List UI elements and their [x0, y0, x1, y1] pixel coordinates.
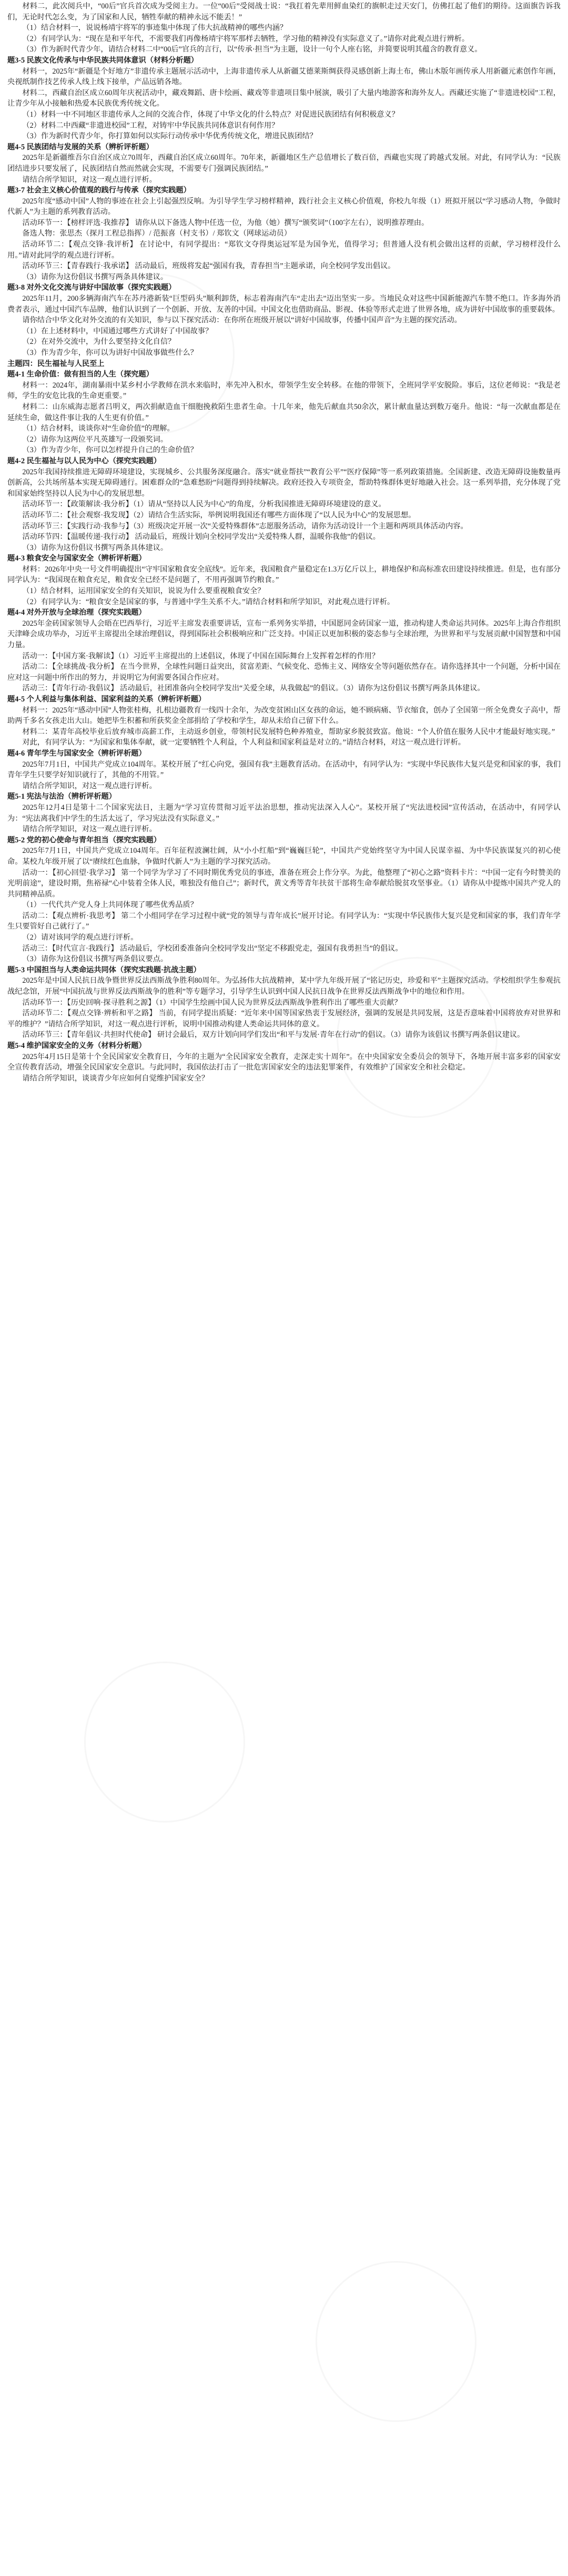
- paragraph: 2025年是新疆维吾尔自治区成立70周年，西藏自治区成立60周年。70年来，新疆地区生产总值增长了数百倍，西藏也实现了跨越式发展。对此，有同学认为：“民族团结进步只要发展了，民族团结自然而然就会实现，不需要专门强调民族团结。”: [7, 154, 561, 173]
- paragraph: 活动环节二：【观点交锋·辨析和平之路】 当前，有同学提出质疑：“近年来中国等国家热衷于发展经济，强调的发展是共同发展，这是否意味着中国将放弃对世界和平的维护？”请结合所学知识，对这一观点进行评析，说明中国推动构建人类命运共同体的意义。: [7, 1009, 561, 1029]
- paragraph: 备选人物：张思杰（探月工程总指挥）/ 范振喜（村支书）/ 郑钦文（网球运动员）: [22, 229, 291, 238]
- paragraph: （2）请你为这两位平凡英雄写一段颁奖词。: [22, 435, 168, 444]
- paragraph: 活动二：【观点辨析·我思考】 第二个小组同学在学习过程中就“党的领导与青年成长”展开讨论。有同学认为：“实现中华民族伟大复兴是党和国家的事，我们青年学生只要管好自己就行了。”: [7, 911, 561, 931]
- section-heading: 题4-5 个人利益与集体利益、国家利益的关系（辨析评析题）: [7, 695, 206, 704]
- section-heading: 题4-1 生命价值：做有担当的人生（探究题）: [7, 370, 154, 379]
- paragraph: （3）作为新时代青少年，你打算如何以实际行动传承中华优秀传统文化，增进民族团结？: [22, 132, 317, 141]
- section-heading: 题4-6 青年学生与国家安全（辨析评析题）: [7, 749, 146, 758]
- paragraph: （2）请对该同学的观点进行评析。: [22, 933, 138, 942]
- paragraph: 请你结合中华文化对外交流的有关知识，参与以下探究活动：在你所在班级开展以“讲好中国故事，传播中国声音”为主题的探究活动。: [22, 316, 462, 325]
- paragraph: 活动环节三：【青年倡议·共担时代使命】 研讨会最后，双方计划向同学们发出“和平与发展·青年在行动”的倡议。（3）请你为该倡议书撰写两条倡议建议。: [22, 1031, 525, 1040]
- section-heading: 题5-1 宪法与法治（辨析评析题）: [7, 792, 116, 801]
- paragraph: （1）材料一中不同地区非遗传承人之间的交流合作，体现了中华文化的什么特点？对促进民族团结有何积极意义？: [22, 110, 399, 119]
- paragraph: （1）一代代共产党人身上共同体现了哪些优秀品质？: [22, 901, 198, 910]
- section-heading: 题4-4 对外开放与全球治理（探究实践题）: [7, 608, 146, 617]
- section-heading: 题4-5 民族团结与发展的关系（辨析评析题）: [7, 142, 154, 151]
- paragraph: 材料一，2025年“新疆是个好地方”非遗传承主题展示活动中，上海非遗传承人从新疆艾德莱斯绸获得灵感创新上海土布，佛山木版年画传承人用新疆元素创作年画，央视纸制作技艺传承人线上线下接单，产品远销各地。: [7, 67, 561, 87]
- paragraph: 请结合所学知识，谈谈青少年应如何自觉维护国家安全？: [22, 1074, 209, 1083]
- paragraph: 材料一：2024年，湖南暴雨中某乡村小学教师在洪水来临时，率先冲入积水，带领学生安全转移。在他的带领下，全班同学平安脱险。事后，这位老师说：“我是老师，学生的安危比我的生命更重要。”: [7, 381, 561, 401]
- paragraph: 活动环节三：【青春践行·我承诺】 活动最后，班级将发起“强国有我，青春担当”主题承诺，向全校同学发出倡议。: [22, 262, 395, 271]
- paragraph: 请结合所学知识，对这一观点进行评析。: [22, 175, 157, 184]
- paragraph: 对此，有同学认为：“为国家和集体奉献，就一定要牺牲个人利益，个人利益和国家利益是对立的。”请结合材料，对这一观点进行评析。: [22, 738, 465, 747]
- paragraph: 活动环节一：【政策解读·我分析】（1）请从“坚持以人民为中心”的角度，分析我国推进无障碍环境建设的意义。: [22, 500, 386, 509]
- paragraph: （3）作为新时代青少年，请结合材料二中“00后”官兵的言行，以“传承·担当”为主题，设计一句个人座右铭，并简要说明其蕴含的教育意义。: [22, 45, 482, 54]
- section-heading: 题4-3 粮食安全与国家安全（辨析评析题）: [7, 554, 146, 563]
- paragraph: 2025年11月，200多辆海南汽车在苏丹港新装“巨型码头”顺利卸货，标志着海南汽车“走出去”迈出坚实一步。当地民众对这些中国新能源汽车赞不绝口。许多海外消费者表示，通过中国汽车品牌，他们认识到了一个创新、开放、友善的中国。中国文化也借助商品、影视、体验等形式走进了世界各地，成为讲好中国故事的重要载体。: [7, 294, 561, 314]
- paragraph: 活动一：【中国方案·我解读】（1）习近平主席提出的上述倡议，体现了中国在国际舞台上发挥着怎样的作用？: [22, 651, 380, 660]
- paragraph: 请结合所学知识，对这一观点进行评析。: [22, 781, 157, 790]
- paragraph: 材料：2026年中央一号文件明确提出“守牢国家粮食安全底线”。近年来，我国粮食产量稳定在1.3万亿斤以上，耕地保护和高标准农田建设持续推进。但是，也有部分同学认为：“我国现在粮食充足，粮食安全已经不是问题了，不用再强调节约粮食。”: [7, 565, 561, 585]
- paragraph: （2）有同学认为：“粮食安全是国家的事，与普通中学生关系不大。”请结合材料和所学知识，对此观点进行评析。: [22, 597, 395, 606]
- paragraph: （1）结合材料，运用国家安全的有关知识，说说为什么要重视粮食安全？: [22, 587, 265, 596]
- paragraph: 2025年7月1日，中国共产党成立104周年。某校开展了“红心向党，强国有我”主题教育活动。在活动中，有同学认为：“实现中华民族伟大复兴是党和国家的事，我们青年学生只要学好知识就行了，其他的不用管。”: [7, 760, 561, 780]
- paragraph: 活动三：【时代宣言·我践行】 活动最后，学校团委准备向全校同学发出“坚定不移跟党走，强国有我勇担当”的倡议。: [22, 944, 403, 953]
- section-heading: 题3-8 对外文化交流与讲好中国故事（探究实践题）: [7, 283, 176, 292]
- paragraph: （3）请你为这份倡议书撰写两条具体建议。: [22, 272, 168, 281]
- paragraph: 活动二：【全球挑战·我分析】 在当今世界，全球性问题日益突出，贫富差距、气候变化、恐怖主义、网络安全等问题依然存在。请你选择其中一个问题，分析中国在应对这一问题中所作出的努力，并说明它为何需要各国合作应对。: [7, 663, 561, 682]
- paragraph: 活动环节二：【社会观察·我发现】（2）请结合生活实际，举例说明我国还有哪些方面体现了“以人民为中心”的发展思想。: [22, 511, 416, 520]
- paragraph: 活动环节一：【榜样评选·我推荐】 请你从以下备选人物中任选一位，为他（她）撰写“颁奖词”（100字左右），说明推荐理由。: [22, 218, 429, 227]
- paragraph: （1）结合材料，谈谈你对“生命价值”的理解。: [22, 424, 175, 433]
- section-heading: 主题四：民生福祉与人民至上: [7, 359, 105, 368]
- paragraph: 请结合所学知识，对这一观点进行评析。: [22, 825, 157, 834]
- paragraph: 2025年4月15日是第十个全民国家安全教育日，今年的主题为“全民国家安全教育，走深走实十周年”。在中央国家安全委员会的领导下，各地开展丰富多彩的国家安全宣传教育活动，增强全民国家安全意识。与此同时，我国依法打击了一批危害国家安全的违法犯罪案件，有效维护了国家安全和社会稳定。: [7, 1052, 561, 1072]
- section-heading: 题5-4 维护国家安全的义务（材料分析题）: [7, 1042, 146, 1050]
- paragraph: 活动环节三：【实践行动·我参与】（3）班级决定开展一次“关爱特殊群体”志愿服务活动，请你为活动设计一个主题和两项具体活动内容。: [22, 522, 468, 531]
- paragraph: 2025年是中国人民抗日战争暨世界反法西斯战争胜利80周年。为弘扬伟大抗战精神，某中学九年级开展了“铭记历史，珍爱和平”主题探究活动。学校组织学生参观抗战纪念馆，开展“中国抗战与世界反法西斯战争的胜利”等专题学习，引导学生认识到中国人民抗日战争在世界反法西斯战争中的地位和作用。: [7, 976, 561, 996]
- paragraph: 材料二，此次阅兵中，“00后”官兵首次成为受阅主力。一位“00后”受阅战士说：“我扛着先辈用鲜血染红的旗帜走过天安门，仿佛扛起了他们的期待。这面旗告诉我们，无论时代怎么变，为了国家和人民，牺牲奉献的精神永远不能丢！”: [7, 2, 561, 22]
- paragraph: 2025年金砖国家领导人会晤在巴西举行，习近平主席发表重要讲话，宣布一系列务实举措，中国愿同金砖国家一道，推动构建人类命运共同体。2025年上海合作组织天津峰会成功举办，习近平主席提出全球治理倡议，得到国际社会积极响应和广泛支持。中国正以更加积极的姿态参与全球治理，为世界和平与发展贡献中国智慧和中国力量。: [7, 619, 561, 650]
- document-content: [7, 1, 561, 1084]
- paragraph: 活动环节二：【观点交锋·我评析】 在讨论中，有同学提出：“郑钦文夺得奥运冠军是为国争光，值得学习；但普通人没有机会做出这样的贡献，学习榜样没什么用。”请对此同学的观点进行评析。: [7, 240, 561, 260]
- section-heading: 题5-2 党的初心使命与青年担当（探究实践题）: [7, 836, 161, 844]
- paragraph: （1）结合材料一，说说杨靖宇将军的事迹集中体现了伟大抗战精神的哪些内涵？: [22, 24, 288, 33]
- paragraph: （3）请你为这份倡议书撰写两条倡议要点。: [22, 955, 168, 964]
- paragraph: 材料二：山东威海志愿者吕明义，两次捐献造血干细胞挽救陌生患者生命。十几年来，他先后献血共50余次，累计献血量达到数万毫升。他说：“每一次献血都是在延续生命，做这件事让我的人生更有价值。”: [7, 402, 561, 422]
- paragraph: 材料二，西藏自治区成立60周年庆祝活动中，藏戏舞蹈、唐卡绘画、藏戏等非遗项目集中展演，吸引了大量内地游客和海外友人。西藏还实施了“非遗进校园”工程，让青少年从小接触和热爱本民族优秀传统文化。: [7, 88, 561, 108]
- section-heading: 题3-7 社会主义核心价值观的践行与传承（探究实践题）: [7, 186, 191, 195]
- paragraph: （2）有同学认为：“现在是和平年代，不需要我们再像杨靖宇将军那样去牺牲，学习他的精神没有实际意义了。”请你对此观点进行辨析。: [22, 34, 470, 43]
- paragraph: 材料二：某青年高校毕业后放弃城市高薪工作，主动返乡创业，带领村民发展特色种养殖业，帮助家乡脱贫致富。他说：“个人价值在服务人民中才能最好地实现。”: [22, 727, 555, 736]
- paragraph: 2025年7月1日，中国共产党成立104周年。百年征程波澜壮阔，从“小小红船”到“巍巍巨轮”，中国共产党始终坚守为中国人民谋幸福、为中华民族谋复兴的初心使命。某校九年级开展了以“赓续红色血脉，争做时代新人”为主题的学习探究活动。: [7, 847, 561, 866]
- paragraph: （1）在上述材料中，中国通过哪些方式讲好了中国故事？: [22, 327, 213, 335]
- paragraph: （3）作为青少年，你可以为讲好中国故事做些什么？: [22, 349, 198, 357]
- paragraph: 2025年度“感动中国”人物的事迹在社会上引起强烈反响。为引导学生学习榜样精神，践行社会主义核心价值观，你校九年级（1）班拟开展以“学习感动人物，争做时代新人”为主题的系列教育活动。: [7, 197, 561, 217]
- paragraph: 材料一：2025年“感动中国”人物张桂梅，扎根边疆教育一线四十余年，为改变贫困山区女孩的命运，她不顾病痛、节衣缩食，创办了全国第一所全免费女子高中，帮助两千多名女孩走出大山。她把毕生积蓄和所获奖金全部捐给了学校和学生，却从未给自己留下什么。: [7, 706, 561, 726]
- section-heading: 题4-2 民生福祉与以人民为中心（探究实践题）: [7, 456, 161, 465]
- paragraph: （2）材料二中西藏“非遗进校园”工程，对铸牢中华民族共同体意识有何作用？: [22, 121, 279, 130]
- section-heading: 题5-3 中国担当与人类命运共同体（探究实践题·抗战主题）: [7, 965, 201, 974]
- paragraph: 活动环节四：【温暖传递·我行动】 活动最后，班级计划向全校同学发出“关爱特殊人群，温暖你我他”的倡议。: [22, 533, 380, 542]
- paragraph: 活动三：【青年行动·我倡议】 活动最后，社团准备向全校同学发出“关爱全球，从我做起”的倡议。（3）请你为这份倡议书撰写两条具体建议。: [22, 684, 485, 693]
- paragraph: （2）在对外交流中，为什么要坚持文化自信？: [22, 338, 176, 347]
- paragraph: （3）请你为这份倡议书撰写两条具体建议。: [22, 543, 168, 552]
- paragraph: 2025年我国持续推进无障碍环境建设，实现城乡、公共服务深度融合。落实“就业帮扶”“教育公平”“医疗保障”等一系列政策措施。全国新建、改造无障碍设施数量再创新高，公共场所基本实现无障碍通行。困难群众的“急难愁盼”问题得到持续解决。政府还投入专项资金，帮助特殊群体更好地融入社会。这一系列举措，充分体现了党和国家始终坚持以人民为中心的发展思想。: [7, 467, 561, 498]
- paragraph: 活动环节一：【历史回响·探寻胜利之源】（1）中国学生绘画中国人民为世界反法西斯战争胜利作出了哪些重大贡献？: [22, 998, 402, 1007]
- section-heading: 题3-5 民族文化传承与中华民族共同体意识（材料分析题）: [7, 56, 198, 65]
- paragraph: 2025年12月4日是第十二个国家宪法日，主题为“学习宣传贯彻习近平法治思想，推动宪法深入人心”。某校开展了“宪法进校园”宣传活动，在活动中，有同学认为：“宪法离我们中学生的生活太远了，学习宪法没有实际意义。”: [7, 803, 561, 823]
- paragraph: （3）作为青少年，你可以怎样提升自己的生命价值？: [22, 446, 198, 455]
- paragraph: 活动一：【初心回望·我学习】 第一个同学为学习了不同时期优秀党员的事迹，准备在班会上作分享。为此，他整理了“初心之路”资料卡片：“中国一定有今时赞美的光明前途”，建设时期，焦裕禄“心中装着全体人民，唯独没有他自己”；新时代，黄文秀等青年扶贫干部将生命奉献给脱贫攻坚事业。（1）请你从中提炼中国共产党人的共同精神品质。: [7, 868, 561, 899]
